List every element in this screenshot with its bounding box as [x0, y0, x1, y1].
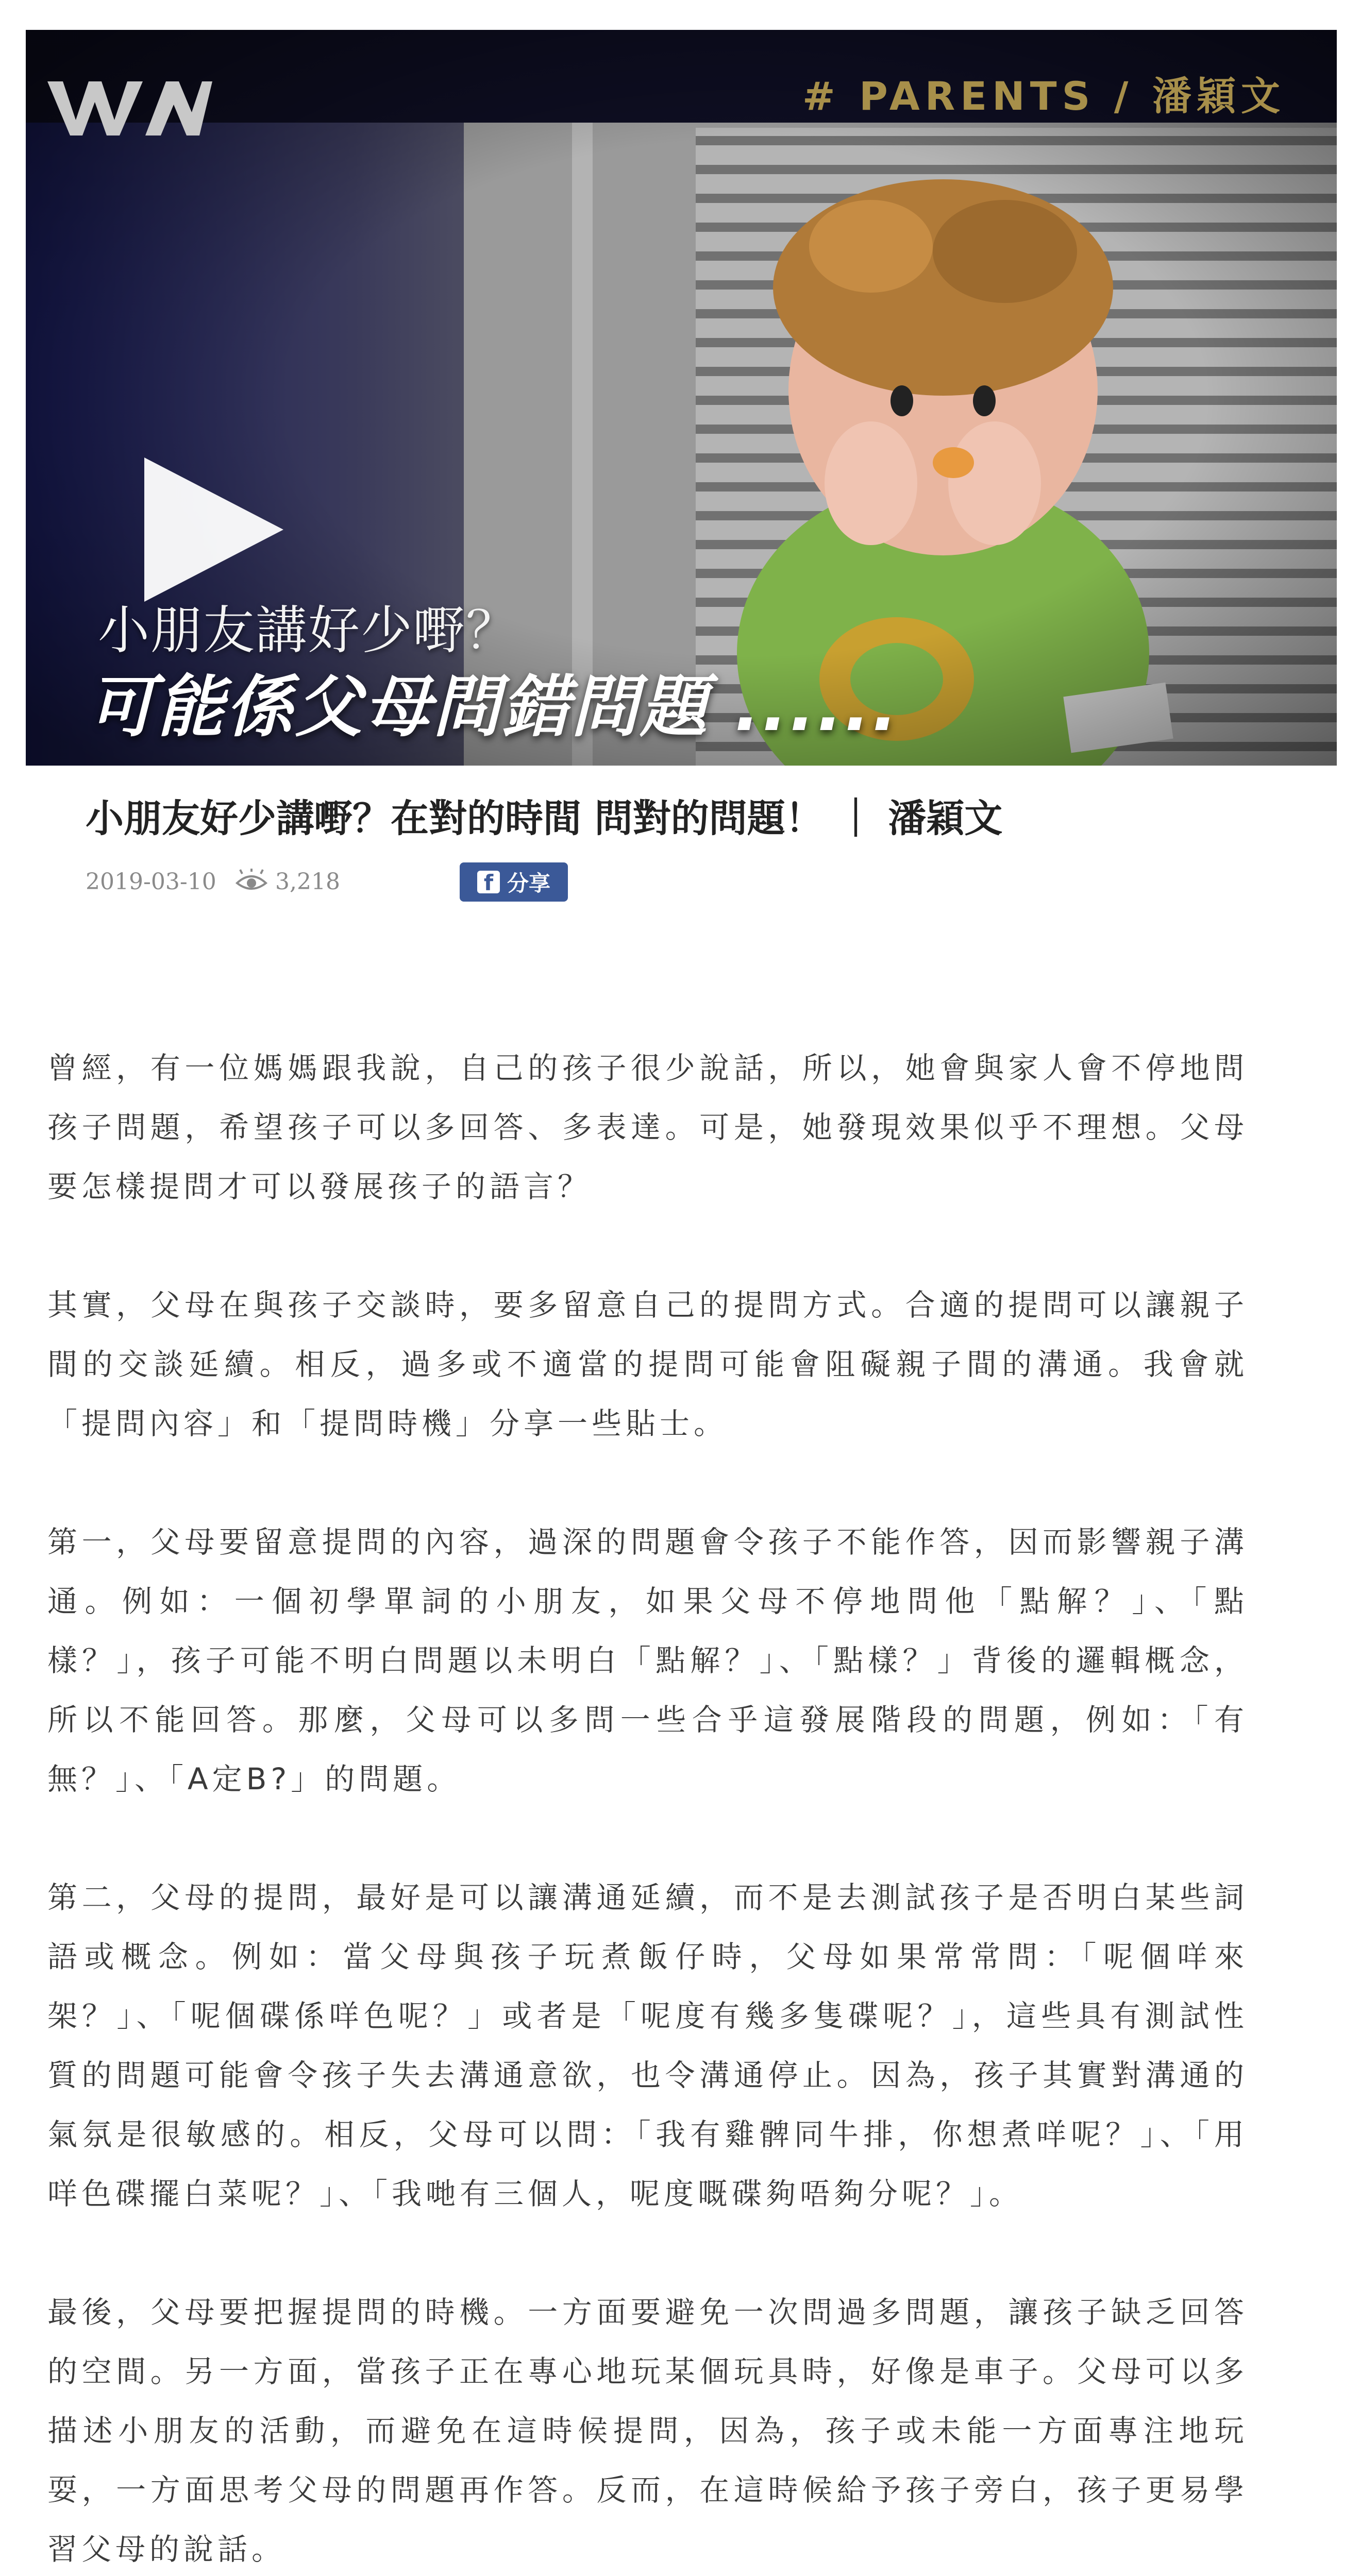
article-paragraph: 第一，父母要留意提問的內容，過深的問題會令孩子不能作答，因而影響親子溝通。例如：一個初學單詞的小朋友，如果父母不停地問他「點解？」、「點樣？」，孩子可能不明白問題以未明白「點解？」、「點樣？」背後的邏輯概念，所以不能回答。那麼，父母可以多問一些合乎這發展階段的問題，例如：「有無？」、「A定B?」的問題。 — [47, 1524, 1248, 1797]
eye-icon — [235, 869, 268, 894]
article-paragraph: 其實，父母在與孩子交談時，要多留意自己的提問方式。合適的提問可以讓親子間的交談延續。相反，過多或不適當的提問可能會阻礙親子間的溝通。我會就「提問內容」和「提問時機」分享一些貼士。 — [47, 1287, 1248, 1441]
article-paragraph: 最後，父母要把握提問的時機。一方面要避免一次問過多問題，讓孩子缺乏回答的空間。另一方面，當孩子正在專心地玩某個玩具時，好像是車子。父母可以多描述小朋友的活動，而避免在這時候提問，因為，孩子或未能一方面專注地玩耍，一方面思考父母的問題再作答。反而，在這時候給予孩子旁白，孩子更易學習父母的說話。 — [47, 2295, 1248, 2567]
article-meta — [86, 861, 704, 903]
video-caption-line2: 可能係父母問錯問題 ...... — [88, 668, 900, 746]
video-tag: # PARENTS / 潘穎文 — [802, 73, 1285, 119]
play-icon[interactable] — [134, 452, 289, 607]
facebook-share-button[interactable] — [460, 862, 568, 902]
article-body — [47, 1039, 1248, 2576]
video-caption-line1: 小朋友講好少嘢？ — [98, 600, 518, 660]
article-paragraph: 曾經，有一位媽媽跟我說，自己的孩子很少說話，所以，她會與家人會不停地問孩子問題，希望孩子可以多回答、多表達。可是，她發現效果似乎不理想。父母要怎樣提問才可以發展孩子的語言？ — [47, 1050, 1248, 1204]
article-title: 小朋友好少講嘢？在對的時間 問對的問題！ ｜ 潘穎文 — [86, 796, 1003, 841]
facebook-icon: f — [477, 871, 500, 893]
share-label: 分享 — [507, 871, 550, 896]
vm-logo-icon — [47, 76, 212, 138]
view-count: 3,218 — [275, 869, 340, 895]
article-paragraph: 第二，父母的提問，最好是可以讓溝通延續，而不是去測試孩子是否明白某些詞語或概念。例如：當父母與孩子玩煮飯仔時，父母如果常常問：「呢個咩來架？」、「呢個碟係咩色呢？」或者是「呢度有幾多隻碟呢？」，這些具有測試性質的問題可能會令孩子失去溝通意欲，也令溝通停止。因為，孩子其實對溝通的氣氛是很敏感的。相反，父母可以問：「我有雞髀同牛排，你想煮咩呢？」、「用咩色碟擺白菜呢？」、「我哋有三個人，呢度嘅碟夠唔夠分呢？」。 — [47, 1880, 1248, 2211]
video-player[interactable] — [26, 30, 1337, 766]
article-date: 2019-03-10 — [86, 869, 216, 895]
